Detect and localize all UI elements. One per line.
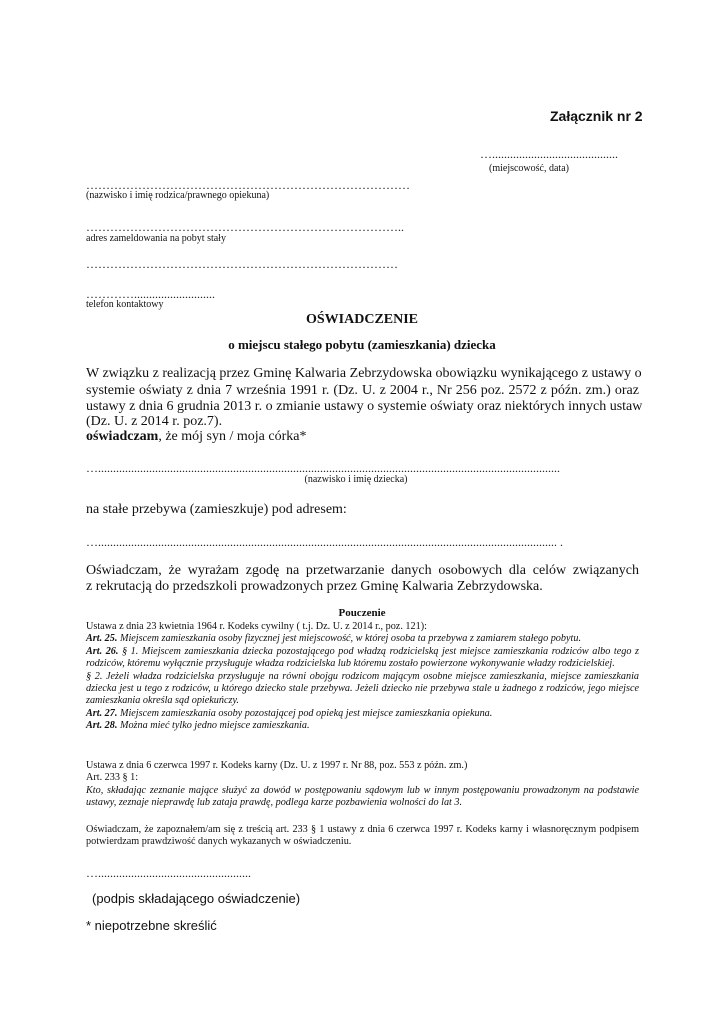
intro-line-3: ustawy z dnia 6 grudnia 2013 r. o zmianie ustawy o systemie oświaty oraz niektórych innych ustaw [86,399,643,414]
footnote: * niepotrzebne skreślić [86,918,217,933]
art27-para [86,708,639,720]
signature-label: (podpis składającego oświadczenie) [92,891,301,906]
consent-line-2: z rekrutacją do przedszkoli prowadzonych przez Gminę Kalwaria Zebrzydowska. [86,579,543,594]
parent-name-label: (nazwisko i imię rodzica/prawnego opiekuna) [86,190,270,201]
phone-label: telefon kontaktowy [86,299,164,310]
declare-bold: oświadczam [86,429,159,444]
intro-line-1: W związku z realizacją przez Gminę Kalwaria Zebrzydowska obowiązku wynikającego z ustawy o [86,366,642,381]
art27-label: Art. 27. [86,707,118,719]
art233-label: Art. 233 § 1: [86,772,139,784]
art25-label: Art. 25. [86,633,118,645]
address-field[interactable]: …………………………………………………………………….. [86,220,404,234]
art233-text: Kto, składając zeznanie mające służyć za dowód w postępowaniu sądowym lub w innym postępowaniu prowadzonym na podstawie ustawy, zeznaje nieprawdę lub zataja prawdę, podlega karze pozbawienia wolności do lat 3. [86,784,639,809]
art26-p2: § 2. Jeżeli władza rodzicielska przysługuje na równi obojgu rodzicom mającym osobne miejsce zamieszkania, miejsce zamieszkania dziecka jest u tego z rodziców, u którego dziecko stale przebywa. Jeżeli dziecko nie przebywa stale u żadnego z rodziców, jego miejsce zamieszkania określa sąd opiekuńczy. [86,670,639,707]
declare-rest: , że mój syn / moja córka* [158,429,307,444]
pouczenie-civil-block [86,621,639,733]
art26-text: § 1. Miejscem zamieszkania dziecka pozostającego pod władzą rodzicielską jest miejsce zamieszkania rodziców albo tego z rodziców, któremu wyłącznie przysługuje władza rodzicielska lub któremu zostało powierzone wykonywanie władzy rodzicielskiej. [86,645,639,670]
child-name-label: (nazwisko i imię dziecka) [304,474,408,485]
document-title: OŚWIADCZENIE [305,312,419,327]
attachment-label: Załącznik nr 2 [550,108,643,124]
art25-text: Miejscem zamieszkania osoby fizycznej jest miejscowość, w której osoba ta przebywa z zamiarem stałego pobytu. [117,633,581,645]
art27-text: Miejscem zamieszkania osoby pozostającej pod opieką jest miejsce zamieszkania opiekuna. [117,707,493,719]
document-subtitle: o miejscu stałego pobytu (zamieszkania) dziecka [228,337,496,352]
final-statement: Oświadczam, że zapoznałem/am się z treścią art. 233 § 1 ustawy z dnia 6 czerwca 1997 r. Kodeks karny i własnoręcznym podpisem potwierdzam prawdziwość danych wykazanych w oświadczeniu. [86,824,639,848]
penal-code-line: Ustawa z dnia 6 czerwca 1997 r. Kodeks karny (Dz. U. z 1997 r. Nr 88, poz. 553 z późn. zm.) [86,760,468,771]
art28-text: Można mieć tylko jedno miejsce zamieszkania. [117,720,310,732]
address-field-2[interactable]: …………………………………………………………………… [86,257,398,271]
art26-label: Art. 26. [86,645,119,657]
civil-code-line: Ustawa z dnia 23 kwietnia 1964 r. Kodeks cywilny ( t.j. Dz. U. z 2014 r., poz. 121): [86,621,427,632]
parent-name-field[interactable]: ……………………………………………………………………… [86,178,410,192]
art28-para [86,720,639,732]
signature-field[interactable]: …................................................... [86,866,251,880]
child-name-field[interactable]: ….......................................................................................................................................................... [86,461,560,475]
address-label: adres zameldowania na pobyt stały [86,233,226,244]
declaration-line [86,429,306,445]
art28-label: Art. 28. [86,720,118,732]
place-date-label: (miejscowość, data) [489,163,569,174]
pouczenie-penal-block [86,760,639,810]
place-date-field[interactable]: ….......................................... [480,147,618,161]
address-intro: na stałe przebywa (zamieszkuje) pod adresem: [86,502,347,517]
intro-line-2: systemie oświaty z dnia 7 września 1991 r. (Dz. U. z 2004 r., Nr 256 poz. 2572 z późn. zm.) oraz [86,383,639,398]
art25-para [86,633,639,645]
consent-line-1: Oświadczam, że wyrażam zgodę na przetwarzanie danych osobowych dla celów związanych [86,563,639,578]
intro-line-4: (Dz. U. z 2014 r. poz.7). [86,414,223,429]
phone-field[interactable]: …………........................... [86,287,215,301]
art26-para [86,646,639,671]
child-address-field[interactable]: …......................................................................................................................................................... . [86,535,563,549]
pouczenie-heading: Pouczenie [338,607,386,619]
